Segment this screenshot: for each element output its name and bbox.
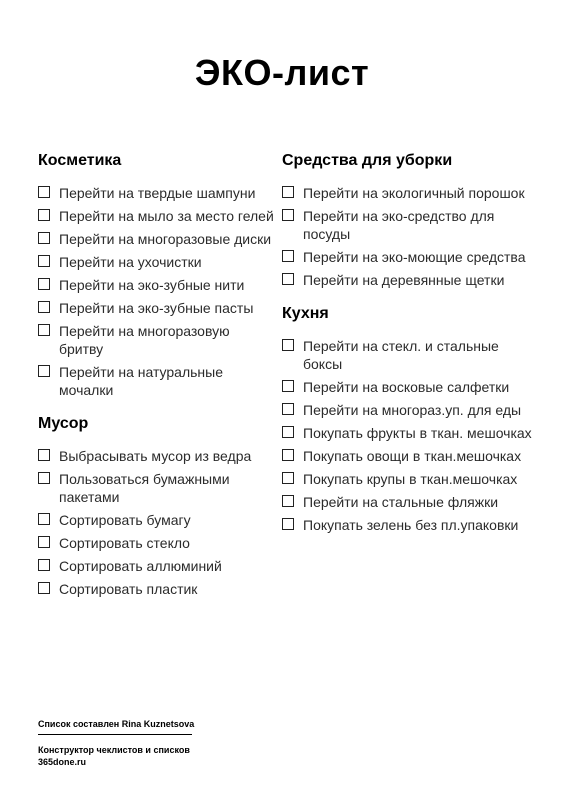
item-label: Перейти на восковые салфетки (303, 379, 510, 395)
checklist-item[interactable] (38, 580, 274, 598)
item-label: Перейти на экологичный порошок (303, 185, 525, 201)
checkbox[interactable] (38, 186, 50, 198)
checkbox[interactable] (282, 403, 294, 415)
checklist-item[interactable] (38, 299, 274, 317)
checklist-item[interactable] (282, 516, 532, 534)
checkbox[interactable] (38, 449, 50, 461)
section-cleaning (282, 152, 532, 289)
item-label: Перейти на эко-зубные пасты (59, 300, 254, 316)
item-label: Выбрасывать мусор из ведра (59, 448, 252, 464)
checklist-item[interactable] (282, 470, 532, 488)
checklist-item[interactable] (38, 322, 274, 358)
checkbox[interactable] (38, 472, 50, 484)
footer-service: Конструктор чеклистов и списков (38, 745, 190, 755)
item-label: Перейти на мыло за место гелей (59, 208, 274, 224)
checklist-item[interactable] (38, 230, 274, 248)
checklist-item[interactable] (282, 401, 532, 419)
item-label: Сортировать стекло (59, 535, 190, 551)
section-title-cosmetics: Косметика (38, 152, 122, 169)
item-label: Сортировать пластик (59, 581, 198, 597)
checklist-item[interactable] (282, 447, 532, 465)
checklist-item[interactable] (38, 511, 274, 529)
checkbox[interactable] (282, 339, 294, 351)
checkbox[interactable] (282, 250, 294, 262)
checklist-item[interactable] (282, 184, 532, 202)
checkbox[interactable] (38, 301, 50, 313)
right-column (282, 152, 532, 544)
item-label: Перейти на эко-средство для посуды (303, 208, 495, 242)
item-label: Перейти на многоразовые диски (59, 231, 272, 247)
item-label: Покупать фрукты в ткан. мешочках (303, 425, 532, 441)
checkbox[interactable] (282, 273, 294, 285)
item-label: Перейти на эко-зубные нити (59, 277, 245, 293)
checkbox[interactable] (282, 518, 294, 530)
item-label: Пользоваться бумажными пакетами (59, 471, 230, 505)
checkbox[interactable] (38, 232, 50, 244)
checklist-item[interactable] (38, 557, 274, 575)
item-label: Перейти на твердые шампуни (59, 185, 256, 201)
section-title-cleaning: Средства для уборки (282, 152, 453, 169)
item-label: Перейти на ухочистки (59, 254, 202, 270)
checkbox[interactable] (282, 472, 294, 484)
item-label: Перейти на деревянные щетки (303, 272, 505, 288)
checkbox[interactable] (38, 209, 50, 221)
checklist-item[interactable] (282, 207, 532, 243)
section-cosmetics (38, 152, 274, 399)
checklist-item[interactable] (38, 253, 274, 271)
checkbox[interactable] (282, 495, 294, 507)
checkbox[interactable] (38, 365, 50, 377)
item-label: Перейти на стальные фляжки (303, 494, 499, 510)
checkbox[interactable] (38, 324, 50, 336)
checklist-item[interactable] (282, 337, 532, 373)
checklist-item[interactable] (38, 534, 274, 552)
section-kitchen (282, 305, 532, 534)
item-label: Покупать крупы в ткан.мешочках (303, 471, 518, 487)
checkbox[interactable] (38, 559, 50, 571)
item-label: Сортировать бумагу (59, 512, 191, 528)
checklist-item[interactable] (38, 470, 274, 506)
section-trash (38, 415, 274, 598)
checklist-item[interactable] (282, 271, 532, 289)
footer (38, 718, 198, 768)
checklist-item[interactable] (282, 248, 532, 266)
checkbox[interactable] (38, 255, 50, 267)
checklist-item[interactable] (282, 424, 532, 442)
page-title: ЭКО-лист (194, 52, 370, 93)
footer-author: Список составлен Rina Kuznetsova (38, 719, 195, 729)
checkbox[interactable] (282, 186, 294, 198)
checklist-item[interactable] (38, 276, 274, 294)
left-column (38, 152, 274, 608)
checklist-item[interactable] (38, 447, 274, 465)
section-title-kitchen: Кухня (282, 305, 329, 322)
checklist-item[interactable] (38, 363, 274, 399)
checklist-item[interactable] (38, 207, 274, 225)
item-label: Сортировать аллюминий (59, 558, 222, 574)
checklist-item[interactable] (282, 493, 532, 511)
checklist-item[interactable] (282, 378, 532, 396)
item-label: Перейти на эко-моющие средства (303, 249, 526, 265)
footer-site-link[interactable]: 365done.ru (38, 757, 87, 767)
item-label: Перейти на стекл. и стальные боксы (303, 338, 499, 372)
checkbox[interactable] (38, 513, 50, 525)
item-label: Покупать овощи в ткан.мешочках (303, 448, 522, 464)
item-label: Покупать зелень без пл.упаковки (303, 517, 519, 533)
checkbox[interactable] (38, 582, 50, 594)
checkbox[interactable] (282, 449, 294, 461)
footer-divider (38, 734, 192, 735)
item-label: Перейти на натуральные мочалки (59, 364, 224, 398)
checkbox[interactable] (282, 380, 294, 392)
checklist-item[interactable] (38, 184, 274, 202)
section-title-trash: Мусор (38, 415, 89, 432)
item-label: Перейти на многоразовую бритву (59, 323, 230, 357)
item-label: Перейти на многораз.уп. для еды (303, 402, 522, 418)
checkbox[interactable] (38, 536, 50, 548)
checkbox[interactable] (282, 426, 294, 438)
checkbox[interactable] (282, 209, 294, 221)
checkbox[interactable] (38, 278, 50, 290)
